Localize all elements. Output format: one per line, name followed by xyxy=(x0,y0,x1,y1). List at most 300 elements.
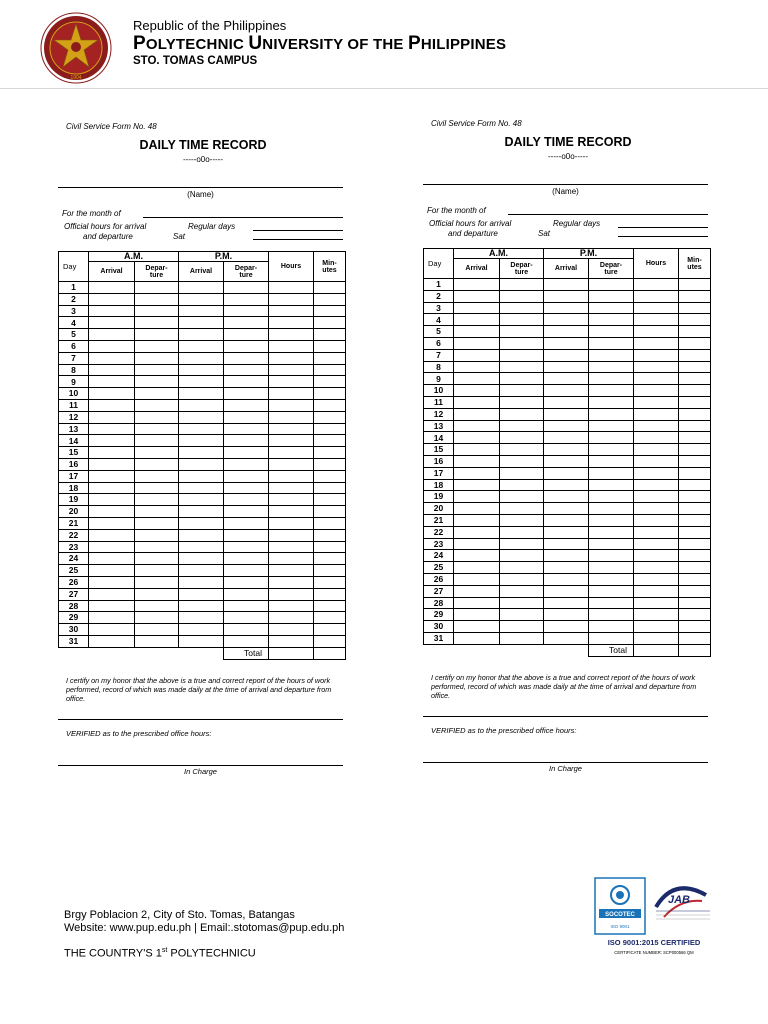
minutes-cell[interactable] xyxy=(679,514,711,526)
pm-departure-cell[interactable] xyxy=(589,314,634,326)
minutes-cell[interactable] xyxy=(314,282,346,294)
hours-cell[interactable] xyxy=(634,396,679,408)
am-arrival-cell[interactable] xyxy=(89,317,135,329)
minutes-cell[interactable] xyxy=(314,506,346,518)
hours-cell[interactable] xyxy=(269,458,314,470)
pm-arrival-cell[interactable] xyxy=(544,337,589,349)
minutes-cell[interactable] xyxy=(314,423,346,435)
pm-arrival-cell[interactable] xyxy=(179,494,224,506)
pm-arrival-cell[interactable] xyxy=(179,435,224,447)
pm-arrival-cell[interactable] xyxy=(179,305,224,317)
am-arrival-cell[interactable] xyxy=(89,447,135,459)
pm-departure-cell[interactable] xyxy=(589,279,634,291)
am-departure-cell[interactable] xyxy=(500,550,544,562)
minutes-cell[interactable] xyxy=(679,621,711,633)
am-arrival-cell[interactable] xyxy=(454,444,500,456)
am-departure-cell[interactable] xyxy=(500,420,544,432)
pm-arrival-cell[interactable] xyxy=(544,573,589,585)
hours-cell[interactable] xyxy=(634,455,679,467)
pm-departure-cell[interactable] xyxy=(589,562,634,574)
minutes-cell[interactable] xyxy=(679,314,711,326)
pm-departure-cell[interactable] xyxy=(589,479,634,491)
am-departure-cell[interactable] xyxy=(135,364,179,376)
name-field[interactable] xyxy=(58,187,343,188)
pm-arrival-cell[interactable] xyxy=(544,396,589,408)
am-departure-cell[interactable] xyxy=(135,399,179,411)
minutes-cell[interactable] xyxy=(679,526,711,538)
am-arrival-cell[interactable] xyxy=(454,479,500,491)
am-departure-cell[interactable] xyxy=(500,279,544,291)
total-minutes-cell[interactable] xyxy=(679,644,711,656)
am-departure-cell[interactable] xyxy=(135,329,179,341)
am-departure-cell[interactable] xyxy=(135,352,179,364)
hours-cell[interactable] xyxy=(269,470,314,482)
pm-departure-cell[interactable] xyxy=(224,329,269,341)
am-departure-cell[interactable] xyxy=(135,305,179,317)
hours-cell[interactable] xyxy=(634,621,679,633)
pm-departure-cell[interactable] xyxy=(589,585,634,597)
minutes-cell[interactable] xyxy=(314,388,346,400)
hours-cell[interactable] xyxy=(269,399,314,411)
am-arrival-cell[interactable] xyxy=(454,562,500,574)
pm-departure-cell[interactable] xyxy=(224,565,269,577)
am-departure-cell[interactable] xyxy=(500,491,544,503)
pm-departure-cell[interactable] xyxy=(589,408,634,420)
hours-cell[interactable] xyxy=(634,597,679,609)
minutes-cell[interactable] xyxy=(679,349,711,361)
am-departure-cell[interactable] xyxy=(135,376,179,388)
minutes-cell[interactable] xyxy=(314,329,346,341)
pm-departure-cell[interactable] xyxy=(224,423,269,435)
am-departure-cell[interactable] xyxy=(135,447,179,459)
am-departure-cell[interactable] xyxy=(500,455,544,467)
minutes-cell[interactable] xyxy=(679,408,711,420)
hours-cell[interactable] xyxy=(634,526,679,538)
in-charge-signature-line[interactable] xyxy=(58,765,343,766)
hours-cell[interactable] xyxy=(269,541,314,553)
pm-arrival-cell[interactable] xyxy=(179,293,224,305)
pm-departure-cell[interactable] xyxy=(589,573,634,585)
am-departure-cell[interactable] xyxy=(135,411,179,423)
am-arrival-cell[interactable] xyxy=(454,420,500,432)
pm-arrival-cell[interactable] xyxy=(179,282,224,294)
total-hours-cell[interactable] xyxy=(634,644,679,656)
pm-departure-cell[interactable] xyxy=(224,447,269,459)
hours-cell[interactable] xyxy=(269,340,314,352)
minutes-cell[interactable] xyxy=(314,612,346,624)
am-departure-cell[interactable] xyxy=(500,444,544,456)
am-departure-cell[interactable] xyxy=(500,385,544,397)
hours-cell[interactable] xyxy=(634,337,679,349)
pm-departure-cell[interactable] xyxy=(224,470,269,482)
am-departure-cell[interactable] xyxy=(500,479,544,491)
am-arrival-cell[interactable] xyxy=(454,455,500,467)
hours-cell[interactable] xyxy=(269,376,314,388)
pm-departure-cell[interactable] xyxy=(589,455,634,467)
minutes-cell[interactable] xyxy=(679,562,711,574)
pm-arrival-cell[interactable] xyxy=(544,349,589,361)
hours-cell[interactable] xyxy=(634,420,679,432)
pm-arrival-cell[interactable] xyxy=(544,302,589,314)
minutes-cell[interactable] xyxy=(314,624,346,636)
am-arrival-cell[interactable] xyxy=(454,491,500,503)
pm-arrival-cell[interactable] xyxy=(179,600,224,612)
hours-cell[interactable] xyxy=(634,385,679,397)
pm-arrival-cell[interactable] xyxy=(179,517,224,529)
am-departure-cell[interactable] xyxy=(500,585,544,597)
pm-departure-cell[interactable] xyxy=(589,632,634,644)
saturday-field[interactable] xyxy=(253,239,343,240)
pm-arrival-cell[interactable] xyxy=(544,279,589,291)
hours-cell[interactable] xyxy=(269,529,314,541)
total-hours-cell[interactable] xyxy=(269,647,314,659)
am-departure-cell[interactable] xyxy=(135,282,179,294)
hours-cell[interactable] xyxy=(269,411,314,423)
am-departure-cell[interactable] xyxy=(135,458,179,470)
pm-departure-cell[interactable] xyxy=(589,349,634,361)
am-arrival-cell[interactable] xyxy=(89,364,135,376)
am-departure-cell[interactable] xyxy=(500,408,544,420)
am-arrival-cell[interactable] xyxy=(454,361,500,373)
hours-cell[interactable] xyxy=(269,364,314,376)
pm-arrival-cell[interactable] xyxy=(544,444,589,456)
am-arrival-cell[interactable] xyxy=(454,302,500,314)
hours-cell[interactable] xyxy=(634,550,679,562)
pm-arrival-cell[interactable] xyxy=(544,585,589,597)
am-arrival-cell[interactable] xyxy=(89,282,135,294)
minutes-cell[interactable] xyxy=(314,600,346,612)
pm-departure-cell[interactable] xyxy=(589,538,634,550)
am-departure-cell[interactable] xyxy=(135,588,179,600)
am-arrival-cell[interactable] xyxy=(454,585,500,597)
minutes-cell[interactable] xyxy=(314,458,346,470)
regular-days-field[interactable] xyxy=(618,227,708,228)
am-departure-cell[interactable] xyxy=(500,396,544,408)
pm-departure-cell[interactable] xyxy=(224,482,269,494)
pm-arrival-cell[interactable] xyxy=(179,423,224,435)
am-departure-cell[interactable] xyxy=(135,541,179,553)
pm-arrival-cell[interactable] xyxy=(179,447,224,459)
pm-arrival-cell[interactable] xyxy=(179,482,224,494)
pm-arrival-cell[interactable] xyxy=(544,408,589,420)
am-arrival-cell[interactable] xyxy=(89,576,135,588)
am-arrival-cell[interactable] xyxy=(454,632,500,644)
am-arrival-cell[interactable] xyxy=(454,279,500,291)
pm-departure-cell[interactable] xyxy=(589,550,634,562)
am-departure-cell[interactable] xyxy=(500,314,544,326)
pm-arrival-cell[interactable] xyxy=(544,479,589,491)
am-arrival-cell[interactable] xyxy=(454,467,500,479)
am-arrival-cell[interactable] xyxy=(454,290,500,302)
am-arrival-cell[interactable] xyxy=(454,550,500,562)
hours-cell[interactable] xyxy=(634,538,679,550)
hours-cell[interactable] xyxy=(634,609,679,621)
total-minutes-cell[interactable] xyxy=(314,647,346,659)
pm-arrival-cell[interactable] xyxy=(179,541,224,553)
pm-departure-cell[interactable] xyxy=(224,388,269,400)
am-departure-cell[interactable] xyxy=(500,503,544,515)
am-departure-cell[interactable] xyxy=(135,529,179,541)
hours-cell[interactable] xyxy=(269,388,314,400)
minutes-cell[interactable] xyxy=(679,479,711,491)
am-departure-cell[interactable] xyxy=(135,494,179,506)
pm-arrival-cell[interactable] xyxy=(544,514,589,526)
hours-cell[interactable] xyxy=(634,314,679,326)
pm-departure-cell[interactable] xyxy=(589,361,634,373)
am-arrival-cell[interactable] xyxy=(89,565,135,577)
hours-cell[interactable] xyxy=(269,506,314,518)
pm-departure-cell[interactable] xyxy=(589,396,634,408)
pm-departure-cell[interactable] xyxy=(224,600,269,612)
pm-arrival-cell[interactable] xyxy=(544,385,589,397)
am-arrival-cell[interactable] xyxy=(89,600,135,612)
pm-departure-cell[interactable] xyxy=(589,420,634,432)
am-departure-cell[interactable] xyxy=(500,609,544,621)
am-departure-cell[interactable] xyxy=(500,514,544,526)
minutes-cell[interactable] xyxy=(679,455,711,467)
am-arrival-cell[interactable] xyxy=(454,621,500,633)
pm-departure-cell[interactable] xyxy=(589,609,634,621)
am-arrival-cell[interactable] xyxy=(89,506,135,518)
am-arrival-cell[interactable] xyxy=(89,470,135,482)
minutes-cell[interactable] xyxy=(314,447,346,459)
am-departure-cell[interactable] xyxy=(135,423,179,435)
minutes-cell[interactable] xyxy=(679,538,711,550)
am-arrival-cell[interactable] xyxy=(89,635,135,647)
hours-cell[interactable] xyxy=(269,600,314,612)
pm-arrival-cell[interactable] xyxy=(179,588,224,600)
hours-cell[interactable] xyxy=(269,553,314,565)
am-arrival-cell[interactable] xyxy=(89,376,135,388)
pm-arrival-cell[interactable] xyxy=(544,432,589,444)
hours-cell[interactable] xyxy=(269,635,314,647)
pm-departure-cell[interactable] xyxy=(589,373,634,385)
pm-arrival-cell[interactable] xyxy=(544,420,589,432)
minutes-cell[interactable] xyxy=(679,585,711,597)
hours-cell[interactable] xyxy=(634,632,679,644)
am-arrival-cell[interactable] xyxy=(454,337,500,349)
minutes-cell[interactable] xyxy=(314,529,346,541)
pm-arrival-cell[interactable] xyxy=(544,503,589,515)
minutes-cell[interactable] xyxy=(314,635,346,647)
month-field[interactable] xyxy=(143,217,343,218)
am-arrival-cell[interactable] xyxy=(454,514,500,526)
hours-cell[interactable] xyxy=(269,624,314,636)
minutes-cell[interactable] xyxy=(314,494,346,506)
am-arrival-cell[interactable] xyxy=(89,494,135,506)
am-arrival-cell[interactable] xyxy=(89,411,135,423)
pm-arrival-cell[interactable] xyxy=(179,458,224,470)
am-arrival-cell[interactable] xyxy=(454,314,500,326)
am-departure-cell[interactable] xyxy=(500,290,544,302)
am-arrival-cell[interactable] xyxy=(89,435,135,447)
pm-departure-cell[interactable] xyxy=(224,305,269,317)
am-departure-cell[interactable] xyxy=(135,576,179,588)
minutes-cell[interactable] xyxy=(314,565,346,577)
minutes-cell[interactable] xyxy=(314,352,346,364)
am-arrival-cell[interactable] xyxy=(89,388,135,400)
minutes-cell[interactable] xyxy=(679,491,711,503)
am-departure-cell[interactable] xyxy=(135,565,179,577)
minutes-cell[interactable] xyxy=(679,361,711,373)
am-departure-cell[interactable] xyxy=(135,612,179,624)
am-arrival-cell[interactable] xyxy=(89,399,135,411)
am-arrival-cell[interactable] xyxy=(454,573,500,585)
pm-arrival-cell[interactable] xyxy=(544,314,589,326)
pm-departure-cell[interactable] xyxy=(224,529,269,541)
hours-cell[interactable] xyxy=(634,562,679,574)
minutes-cell[interactable] xyxy=(679,326,711,338)
am-departure-cell[interactable] xyxy=(135,624,179,636)
am-departure-cell[interactable] xyxy=(500,349,544,361)
regular-days-field[interactable] xyxy=(253,230,343,231)
pm-departure-cell[interactable] xyxy=(589,526,634,538)
pm-arrival-cell[interactable] xyxy=(179,529,224,541)
am-departure-cell[interactable] xyxy=(500,597,544,609)
minutes-cell[interactable] xyxy=(679,290,711,302)
minutes-cell[interactable] xyxy=(314,541,346,553)
pm-arrival-cell[interactable] xyxy=(179,329,224,341)
am-arrival-cell[interactable] xyxy=(89,517,135,529)
pm-arrival-cell[interactable] xyxy=(544,326,589,338)
hours-cell[interactable] xyxy=(634,444,679,456)
pm-departure-cell[interactable] xyxy=(589,597,634,609)
am-arrival-cell[interactable] xyxy=(89,529,135,541)
minutes-cell[interactable] xyxy=(314,399,346,411)
minutes-cell[interactable] xyxy=(679,467,711,479)
hours-cell[interactable] xyxy=(634,408,679,420)
pm-departure-cell[interactable] xyxy=(589,385,634,397)
am-arrival-cell[interactable] xyxy=(89,293,135,305)
minutes-cell[interactable] xyxy=(679,597,711,609)
hours-cell[interactable] xyxy=(269,293,314,305)
am-arrival-cell[interactable] xyxy=(454,349,500,361)
am-departure-cell[interactable] xyxy=(500,632,544,644)
am-arrival-cell[interactable] xyxy=(454,609,500,621)
am-departure-cell[interactable] xyxy=(500,337,544,349)
pm-departure-cell[interactable] xyxy=(224,293,269,305)
pm-arrival-cell[interactable] xyxy=(544,290,589,302)
pm-arrival-cell[interactable] xyxy=(179,364,224,376)
am-arrival-cell[interactable] xyxy=(89,352,135,364)
pm-arrival-cell[interactable] xyxy=(179,352,224,364)
am-departure-cell[interactable] xyxy=(500,373,544,385)
hours-cell[interactable] xyxy=(634,479,679,491)
pm-departure-cell[interactable] xyxy=(589,444,634,456)
pm-arrival-cell[interactable] xyxy=(544,491,589,503)
am-departure-cell[interactable] xyxy=(135,506,179,518)
minutes-cell[interactable] xyxy=(314,293,346,305)
am-arrival-cell[interactable] xyxy=(89,482,135,494)
saturday-field[interactable] xyxy=(618,236,708,237)
in-charge-signature-line[interactable] xyxy=(423,762,708,763)
am-departure-cell[interactable] xyxy=(500,467,544,479)
pm-departure-cell[interactable] xyxy=(224,340,269,352)
am-arrival-cell[interactable] xyxy=(454,373,500,385)
hours-cell[interactable] xyxy=(269,435,314,447)
am-departure-cell[interactable] xyxy=(135,470,179,482)
pm-arrival-cell[interactable] xyxy=(544,632,589,644)
pm-departure-cell[interactable] xyxy=(589,290,634,302)
pm-departure-cell[interactable] xyxy=(224,282,269,294)
hours-cell[interactable] xyxy=(634,349,679,361)
pm-departure-cell[interactable] xyxy=(224,352,269,364)
minutes-cell[interactable] xyxy=(679,302,711,314)
am-departure-cell[interactable] xyxy=(135,388,179,400)
hours-cell[interactable] xyxy=(269,565,314,577)
hours-cell[interactable] xyxy=(634,514,679,526)
am-arrival-cell[interactable] xyxy=(454,526,500,538)
am-departure-cell[interactable] xyxy=(135,517,179,529)
hours-cell[interactable] xyxy=(634,503,679,515)
pm-departure-cell[interactable] xyxy=(589,326,634,338)
pm-arrival-cell[interactable] xyxy=(544,455,589,467)
pm-departure-cell[interactable] xyxy=(224,411,269,423)
minutes-cell[interactable] xyxy=(314,305,346,317)
am-departure-cell[interactable] xyxy=(500,573,544,585)
pm-departure-cell[interactable] xyxy=(589,491,634,503)
am-departure-cell[interactable] xyxy=(135,340,179,352)
minutes-cell[interactable] xyxy=(679,432,711,444)
pm-arrival-cell[interactable] xyxy=(544,526,589,538)
signature-line[interactable] xyxy=(423,716,708,717)
pm-arrival-cell[interactable] xyxy=(179,612,224,624)
am-departure-cell[interactable] xyxy=(500,432,544,444)
am-arrival-cell[interactable] xyxy=(89,553,135,565)
am-arrival-cell[interactable] xyxy=(454,538,500,550)
month-field[interactable] xyxy=(508,214,708,215)
pm-arrival-cell[interactable] xyxy=(179,506,224,518)
pm-departure-cell[interactable] xyxy=(224,517,269,529)
am-departure-cell[interactable] xyxy=(135,553,179,565)
am-departure-cell[interactable] xyxy=(135,435,179,447)
pm-departure-cell[interactable] xyxy=(224,317,269,329)
am-arrival-cell[interactable] xyxy=(454,326,500,338)
am-arrival-cell[interactable] xyxy=(454,408,500,420)
minutes-cell[interactable] xyxy=(679,337,711,349)
minutes-cell[interactable] xyxy=(314,317,346,329)
pm-departure-cell[interactable] xyxy=(224,588,269,600)
am-arrival-cell[interactable] xyxy=(89,329,135,341)
pm-arrival-cell[interactable] xyxy=(179,565,224,577)
minutes-cell[interactable] xyxy=(679,373,711,385)
minutes-cell[interactable] xyxy=(314,517,346,529)
pm-departure-cell[interactable] xyxy=(224,364,269,376)
am-departure-cell[interactable] xyxy=(500,326,544,338)
pm-arrival-cell[interactable] xyxy=(179,470,224,482)
hours-cell[interactable] xyxy=(269,447,314,459)
pm-departure-cell[interactable] xyxy=(589,467,634,479)
hours-cell[interactable] xyxy=(269,517,314,529)
minutes-cell[interactable] xyxy=(314,376,346,388)
minutes-cell[interactable] xyxy=(314,340,346,352)
pm-departure-cell[interactable] xyxy=(224,612,269,624)
hours-cell[interactable] xyxy=(269,329,314,341)
pm-arrival-cell[interactable] xyxy=(544,597,589,609)
minutes-cell[interactable] xyxy=(314,588,346,600)
hours-cell[interactable] xyxy=(269,576,314,588)
hours-cell[interactable] xyxy=(269,423,314,435)
pm-departure-cell[interactable] xyxy=(589,337,634,349)
pm-departure-cell[interactable] xyxy=(589,302,634,314)
minutes-cell[interactable] xyxy=(679,420,711,432)
am-departure-cell[interactable] xyxy=(500,361,544,373)
minutes-cell[interactable] xyxy=(679,444,711,456)
am-arrival-cell[interactable] xyxy=(89,340,135,352)
am-arrival-cell[interactable] xyxy=(89,588,135,600)
am-departure-cell[interactable] xyxy=(135,600,179,612)
pm-arrival-cell[interactable] xyxy=(179,340,224,352)
